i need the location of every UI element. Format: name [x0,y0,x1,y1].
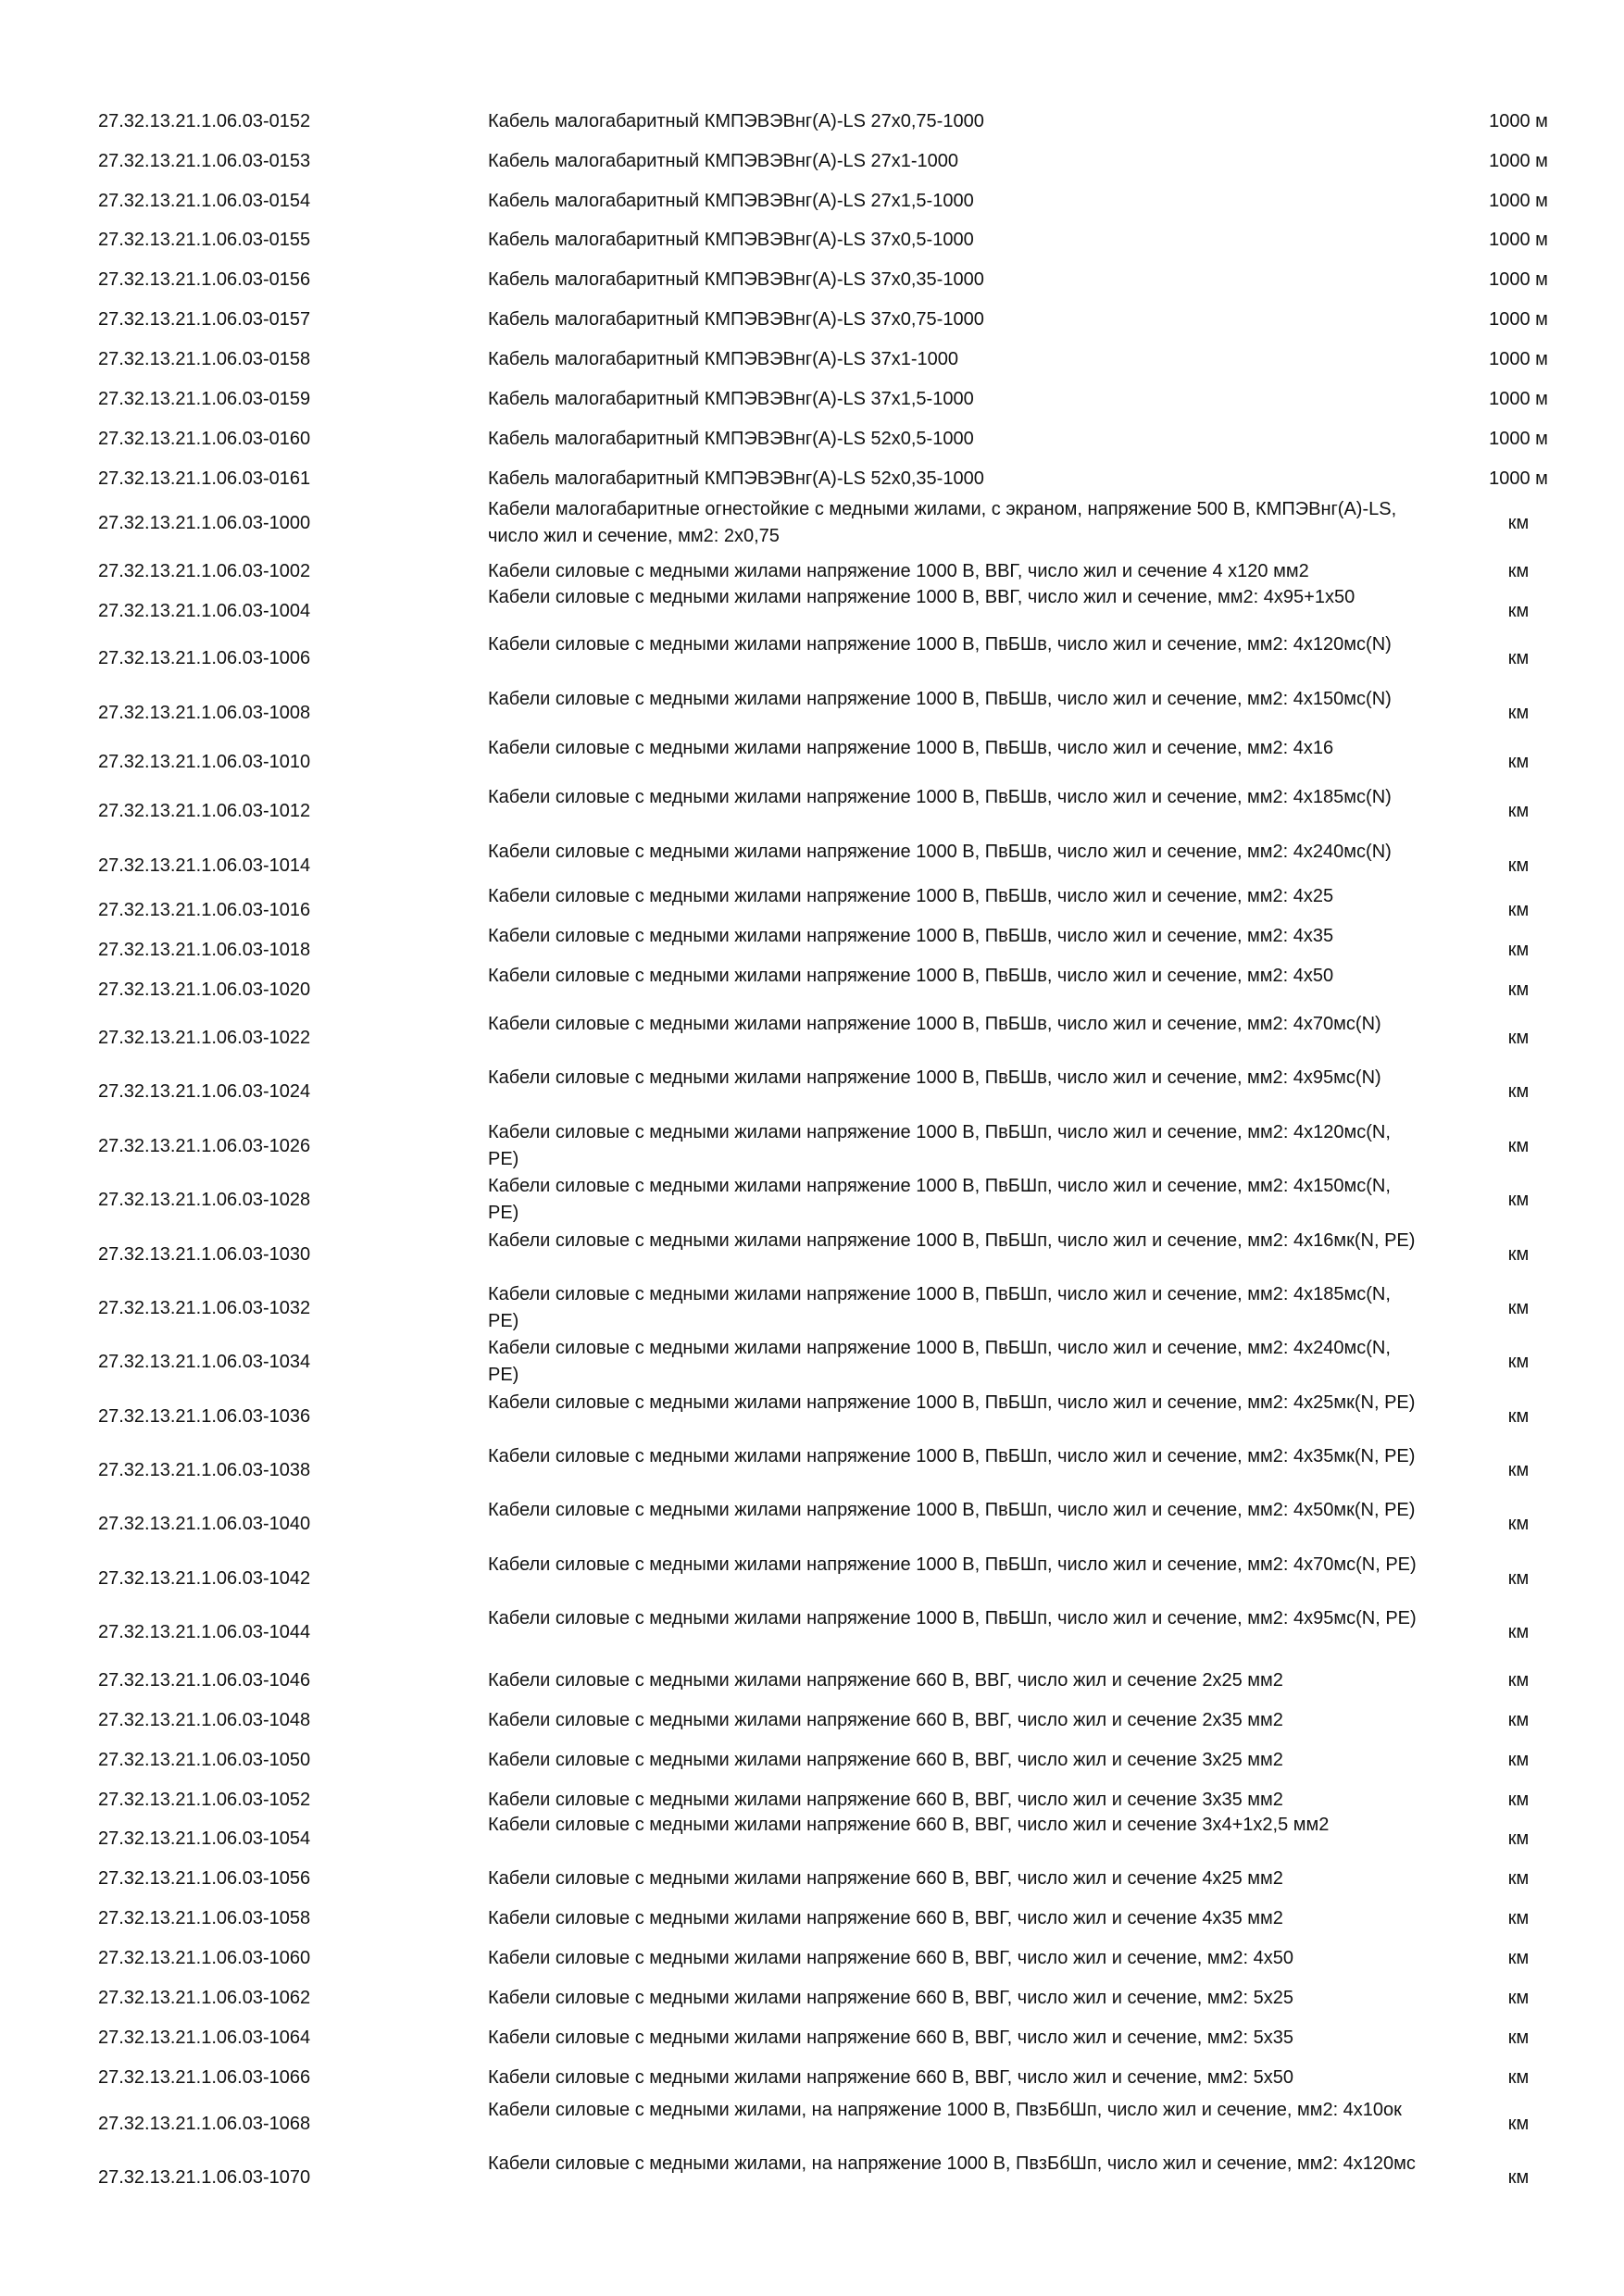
row-code: 27.32.13.21.1.06.03-1048 [98,1709,311,1730]
row-name: Кабели силовые с медными жилами напряжение 660 В, ВВГ, число жил и сечение 2х35 мм2 [488,1709,1283,1730]
row-name: Кабели силовые с медными жилами напряжение 1000 В, ПвБШп, число жил и сечение, мм2: 4х16мк(N, PE) [488,1230,1416,1251]
table-row [0,1497,1624,1551]
row-unit: км [1507,2066,1530,2088]
row-code: 27.32.13.21.1.06.03-0152 [98,110,311,131]
row-name: Кабели силовые с медными жилами напряжение 1000 В, ПвБШв, число жил и сечение, мм2: 4х70мс(N) [488,1014,1381,1034]
table-row [0,1667,1624,1694]
row-unit: 1000 м [1489,229,1548,250]
row-unit: 1000 м [1489,150,1548,171]
row-code: 27.32.13.21.1.06.03-1022 [98,1027,311,1048]
row-name: Кабели силовые с медными жилами напряжение 1000 В, ПвБШп, число жил и сечение, мм2: 4х35мк(N, PE) [488,1446,1416,1466]
table-row [0,1985,1624,2012]
row-unit: км [1507,560,1530,581]
row-code: 27.32.13.21.1.06.03-1064 [98,2027,311,2048]
row-name: Кабели силовые с медными жилами напряжение 1000 В, ПвБШв, число жил и сечение, мм2: 4х16 [488,738,1334,758]
row-unit: км [1507,1405,1530,1427]
row-name: Кабели силовые с медными жилами напряжение 660 В, ВВГ, число жил и сечение 4х35 мм2 [488,1907,1283,1928]
row-code: 27.32.13.21.1.06.03-1052 [98,1789,311,1810]
row-name: Кабели силовые с медными жилами напряжение 1000 В, ПвБШп, число жил и сечение, мм2: 4х185мс(N, PE) [488,1284,1391,1331]
row-name: Кабели силовые с медными жилами, на напряжение 1000 В, ПвзБбШп, число жил и сечение, мм2: 4х10ок [488,2100,1402,2120]
table-row [0,2151,1624,2204]
row-code: 27.32.13.21.1.06.03-1018 [98,939,311,960]
row-unit: км [1507,1987,1530,2008]
row-name: Кабели силовые с медными жилами напряжение 660 В, ВВГ, число жил и сечение, мм2: 5х35 [488,2027,1294,2048]
row-unit: км [1507,1351,1530,1372]
row-name: Кабели силовые с медными жилами напряжение 660 В, ВВГ, число жил и сечение, мм2: 4х50 [488,1947,1294,1968]
row-unit: км [1507,1828,1530,1849]
row-code: 27.32.13.21.1.06.03-1046 [98,1669,311,1691]
row-code: 27.32.13.21.1.06.03-1070 [98,2166,311,2188]
table-row [0,1228,1624,1281]
table-row [0,267,1624,293]
table-row [0,306,1624,333]
row-unit: км [1507,1621,1530,1642]
row-code: 27.32.13.21.1.06.03-0156 [98,268,311,290]
row-code: 27.32.13.21.1.06.03-1002 [98,560,311,581]
row-name: Кабель малогабаритный КМПЭВЭВнг(А)-LS 27х1-1000 [488,150,959,171]
row-name: Кабели силовые с медными жилами напряжение 1000 В, ПвБШп, число жил и сечение, мм2: 4х70мс(N, PE) [488,1554,1417,1575]
row-unit: 1000 м [1489,348,1548,369]
row-unit: км [1507,1567,1530,1589]
row-code: 27.32.13.21.1.06.03-1060 [98,1947,311,1968]
table-row [0,496,1624,550]
row-code: 27.32.13.21.1.06.03-1026 [98,1135,311,1156]
row-name: Кабели силовые с медными жилами напряжение 1000 В, ПвБШв, число жил и сечение, мм2: 4х25 [488,886,1334,906]
row-code: 27.32.13.21.1.06.03-1000 [98,512,311,533]
row-unit: км [1507,1709,1530,1730]
table-row [0,466,1624,493]
row-unit: 1000 м [1489,428,1548,449]
row-code: 27.32.13.21.1.06.03-1010 [98,751,311,772]
row-name: Кабели силовые с медными жилами напряжение 1000 В, ПвБШв, число жил и сечение, мм2: 4х50 [488,966,1334,986]
row-name: Кабели силовые с медными жилами напряжение 1000 В, ПвБШп, число жил и сечение, мм2: 4х240мс(N, PE) [488,1338,1391,1385]
row-code: 27.32.13.21.1.06.03-1006 [98,647,311,668]
row-name: Кабели силовые с медными жилами напряжение 660 В, ВВГ, число жил и сечение 3х4+1х2,5 мм2 [488,1815,1330,1835]
row-name: Кабели силовые с медными жилами напряжение 1000 В, ПвБШп, число жил и сечение, мм2: 4х120мс(N, PE) [488,1122,1391,1169]
table-row [0,108,1624,135]
row-code: 27.32.13.21.1.06.03-0158 [98,348,311,369]
table-row [0,1866,1624,1892]
row-code: 27.32.13.21.1.06.03-1062 [98,1987,311,2008]
row-unit: км [1507,855,1530,876]
row-unit: км [1507,1513,1530,1534]
row-unit: км [1507,600,1530,621]
row-unit: км [1507,1189,1530,1210]
row-name: Кабели силовые с медными жилами напряжение 1000 В, ПвБШв, число жил и сечение, мм2: 4х150мс(N) [488,689,1392,709]
row-name: Кабели силовые с медными жилами напряжение 1000 В, ПвБШв, число жил и сечение, мм2: 4х185мс(N) [488,787,1392,807]
table-row [0,631,1624,685]
row-name: Кабель малогабаритный КМПЭВЭВнг(А)-LS 37х1-1000 [488,348,959,369]
table-row [0,2097,1624,2151]
row-unit: км [1507,1749,1530,1770]
row-name: Кабели силовые с медными жилами напряжение 660 В, ВВГ, число жил и сечение 3х25 мм2 [488,1749,1283,1770]
row-name: Кабели силовые с медными жилами напряжение 1000 В, ПвБШв, число жил и сечение, мм2: 4х95мс(N) [488,1067,1381,1088]
table-row [0,1390,1624,1443]
table-row [0,1443,1624,1497]
row-name: Кабели силовые с медными жилами напряжение 660 В, ВВГ, число жил и сечение, мм2: 5х25 [488,1987,1294,2008]
row-code: 27.32.13.21.1.06.03-0159 [98,388,311,409]
row-code: 27.32.13.21.1.06.03-0160 [98,428,311,449]
row-unit: км [1507,647,1530,668]
row-name: Кабели силовые с медными жилами напряжение 1000 В, ПвБШп, число жил и сечение, мм2: 4х25мк(N, PE) [488,1392,1416,1413]
row-unit: км [1507,2166,1530,2188]
row-code: 27.32.13.21.1.06.03-1054 [98,1828,311,1849]
row-name: Кабель малогабаритный КМПЭВЭВнг(А)-LS 37х0,75-1000 [488,308,984,330]
row-name: Кабели силовые с медными жилами напряжение 660 В, ВВГ, число жил и сечение, мм2: 5х50 [488,2066,1294,2088]
table-row [0,2065,1624,2091]
row-name: Кабель малогабаритный КМПЭВЭВнг(А)-LS 27х0,75-1000 [488,110,984,131]
row-name: Кабели силовые с медными жилами напряжение 1000 В, ПвБШв, число жил и сечение, мм2: 4х240мс(N) [488,842,1392,862]
table-row [0,1552,1624,1605]
row-code: 27.32.13.21.1.06.03-1020 [98,979,311,1000]
row-name: Кабели силовые с медными жилами напряжение 1000 В, ВВГ, число жил и сечение 4 х120 мм2 [488,560,1309,581]
row-code: 27.32.13.21.1.06.03-1042 [98,1567,311,1589]
row-unit: 1000 м [1489,190,1548,211]
row-code: 27.32.13.21.1.06.03-1040 [98,1513,311,1534]
row-code: 27.32.13.21.1.06.03-1032 [98,1297,311,1318]
row-unit: км [1507,1867,1530,1889]
table-row [0,1335,1624,1389]
row-unit: км [1507,1080,1530,1102]
table-row [0,784,1624,838]
table-row [0,148,1624,175]
table-row [0,188,1624,215]
row-unit: 1000 м [1489,308,1548,330]
table-row [0,558,1624,585]
row-unit: км [1507,2027,1530,2048]
table-row [0,686,1624,740]
row-code: 27.32.13.21.1.06.03-1004 [98,600,311,621]
row-code: 27.32.13.21.1.06.03-1058 [98,1907,311,1928]
row-unit: км [1507,1669,1530,1691]
row-name: Кабель малогабаритный КМПЭВЭВнг(А)-LS 52х0,5-1000 [488,428,974,449]
row-code: 27.32.13.21.1.06.03-1068 [98,2113,311,2134]
table-row [0,963,1624,1017]
row-name: Кабель малогабаритный КМПЭВЭВнг(А)-LS 37х0,5-1000 [488,229,974,250]
table-row [0,1281,1624,1335]
row-name: Кабели силовые с медными жилами напряжение 660 В, ВВГ, число жил и сечение 3х35 мм2 [488,1789,1283,1810]
table-row [0,1011,1624,1065]
row-code: 27.32.13.21.1.06.03-1028 [98,1189,311,1210]
table-row [0,1605,1624,1659]
row-code: 27.32.13.21.1.06.03-1056 [98,1867,311,1889]
table-row [0,386,1624,413]
row-code: 27.32.13.21.1.06.03-1066 [98,2066,311,2088]
row-unit: км [1507,1027,1530,1048]
row-name: Кабель малогабаритный КМПЭВЭВнг(А)-LS 37х0,35-1000 [488,268,984,290]
row-unit: 1000 м [1489,468,1548,489]
row-unit: км [1507,800,1530,821]
row-name: Кабели силовые с медными жилами напряжение 1000 В, ВВГ, число жил и сечение, мм2: 4х95+1х50 [488,587,1355,607]
row-name: Кабели силовые с медными жилами напряжение 660 В, ВВГ, число жил и сечение 4х25 мм2 [488,1867,1283,1889]
row-unit: км [1507,1135,1530,1156]
row-code: 27.32.13.21.1.06.03-1024 [98,1080,311,1102]
table-row [0,346,1624,373]
table-row [0,227,1624,254]
row-unit: км [1507,1297,1530,1318]
row-unit: км [1507,1947,1530,1968]
row-unit: км [1507,979,1530,1000]
row-unit: 1000 м [1489,268,1548,290]
row-name: Кабель малогабаритный КМПЭВЭВнг(А)-LS 27х1,5-1000 [488,190,974,211]
table-row [0,1747,1624,1774]
row-code: 27.32.13.21.1.06.03-1050 [98,1749,311,1770]
row-unit: км [1507,512,1530,533]
table-row [0,1065,1624,1118]
row-unit: км [1507,899,1530,920]
row-code: 27.32.13.21.1.06.03-1036 [98,1405,311,1427]
table-row [0,1173,1624,1227]
row-name: Кабели силовые с медными жилами напряжение 1000 В, ПвБШп, число жил и сечение, мм2: 4х50мк(N, PE) [488,1500,1416,1520]
row-unit: км [1507,751,1530,772]
row-code: 27.32.13.21.1.06.03-0154 [98,190,311,211]
table-row [0,735,1624,789]
row-unit: км [1507,939,1530,960]
row-code: 27.32.13.21.1.06.03-0155 [98,229,311,250]
table-row [0,584,1624,638]
table-row [0,2025,1624,2052]
row-unit: км [1507,702,1530,723]
row-name: Кабель малогабаритный КМПЭВЭВнг(А)-LS 52х0,35-1000 [488,468,984,489]
row-code: 27.32.13.21.1.06.03-0157 [98,308,311,330]
table-row [0,1812,1624,1866]
row-code: 27.32.13.21.1.06.03-1016 [98,899,311,920]
row-name: Кабели силовые с медными жилами напряжение 1000 В, ПвБШп, число жил и сечение, мм2: 4х95мс(N, PE) [488,1608,1417,1628]
row-unit: км [1507,1243,1530,1265]
table-row [0,1905,1624,1932]
row-name: Кабели силовые с медными жилами напряжение 660 В, ВВГ, число жил и сечение 2х25 мм2 [488,1669,1283,1691]
row-name: Кабели силовые с медными жилами, на напряжение 1000 В, ПвзБбШп, число жил и сечение, мм2: 4х120мс [488,2153,1416,2174]
row-name: Кабели силовые с медными жилами напряжение 1000 В, ПвБШв, число жил и сечение, мм2: 4х35 [488,926,1334,946]
row-unit: км [1507,1907,1530,1928]
row-unit: км [1507,1789,1530,1810]
row-code: 27.32.13.21.1.06.03-1044 [98,1621,311,1642]
row-name: Кабели малогабаритные огнестойкие с медными жилами, с экраном, напряжение 500 В, КМПЭВнг(А)-LS, число жил и сечение, мм2: 2х0,75 [488,499,1397,546]
table-row [0,1787,1624,1814]
row-name: Кабели силовые с медными жилами напряжение 1000 В, ПвБШп, число жил и сечение, мм2: 4х150мс(N, PE) [488,1176,1391,1223]
row-code: 27.32.13.21.1.06.03-1030 [98,1243,311,1265]
row-name: Кабель малогабаритный КМПЭВЭВнг(А)-LS 37х1,5-1000 [488,388,974,409]
table-row [0,1119,1624,1173]
row-unit: км [1507,2113,1530,2134]
table-row [0,1707,1624,1734]
table-row [0,1945,1624,1972]
row-code: 27.32.13.21.1.06.03-1012 [98,800,311,821]
row-name: Кабели силовые с медными жилами напряжение 1000 В, ПвБШв, число жил и сечение, мм2: 4х120мс(N) [488,634,1392,655]
row-unit: км [1507,1459,1530,1480]
table-row [0,426,1624,453]
row-code: 27.32.13.21.1.06.03-0153 [98,150,311,171]
row-unit: 1000 м [1489,110,1548,131]
row-code: 27.32.13.21.1.06.03-1008 [98,702,311,723]
row-code: 27.32.13.21.1.06.03-1034 [98,1351,311,1372]
row-code: 27.32.13.21.1.06.03-1014 [98,855,311,876]
row-code: 27.32.13.21.1.06.03-0161 [98,468,311,489]
row-unit: 1000 м [1489,388,1548,409]
row-code: 27.32.13.21.1.06.03-1038 [98,1459,311,1480]
